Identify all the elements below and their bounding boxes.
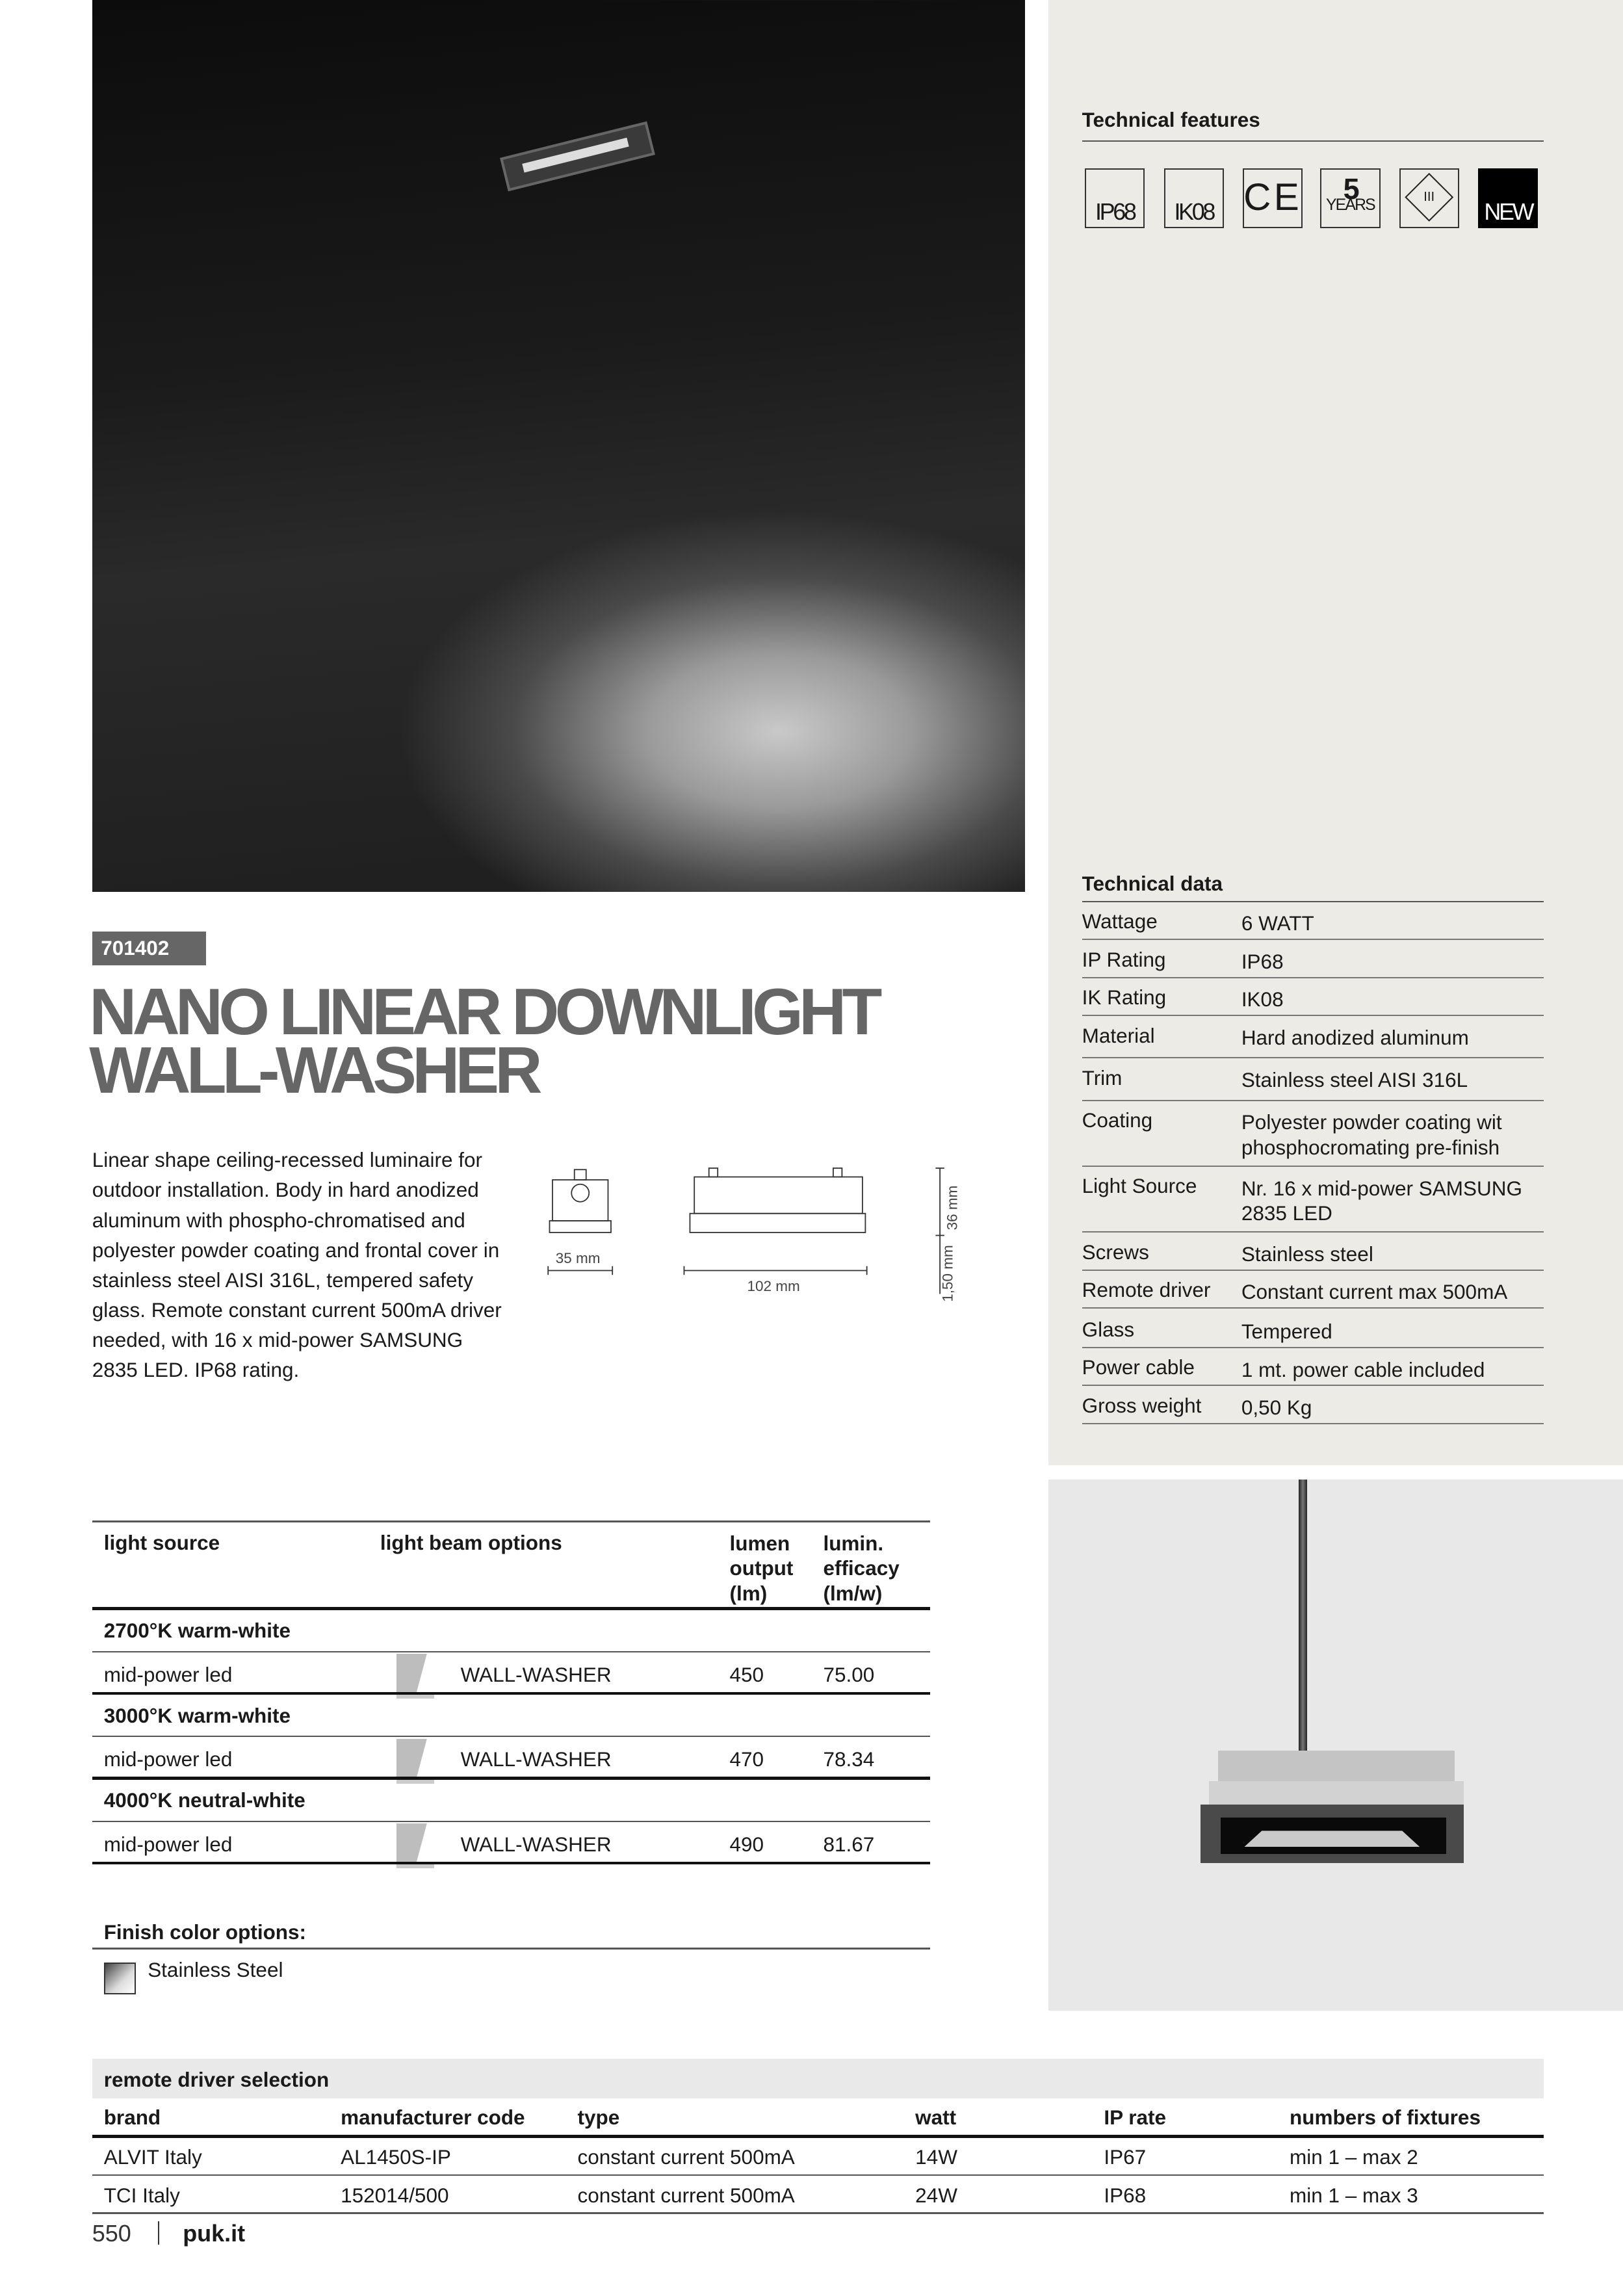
tech-row xyxy=(1082,1066,1544,1101)
ce-mark-icon: CE xyxy=(1243,168,1303,228)
warranty-5-years-icon: 5 YEARS xyxy=(1320,168,1380,228)
col-light-source: light source xyxy=(103,1531,220,1555)
ik08-icon: IK08 xyxy=(1164,168,1224,228)
features-title: Technical features xyxy=(1082,108,1260,132)
tech-value: Hard anodized aluminum xyxy=(1241,1025,1469,1049)
tech-row xyxy=(1082,1240,1544,1271)
driver-cell: AL1450S-IP xyxy=(341,2145,451,2169)
driver-cell: 152014/500 xyxy=(341,2183,449,2207)
product-code: 701402 xyxy=(92,932,206,965)
col-beam: light beam options xyxy=(380,1531,562,1555)
efficacy-cell: 75.00 xyxy=(823,1662,875,1686)
light-source-cell: mid-power led xyxy=(103,1662,233,1686)
tech-value: 1 mt. power cable included xyxy=(1241,1357,1485,1381)
driver-col-header: watt xyxy=(915,2106,957,2130)
dim-width: 35 mm xyxy=(555,1250,601,1267)
tech-label: IK Rating xyxy=(1082,985,1167,1010)
col-efficacy: lumin. efficacy (lm/w) xyxy=(823,1532,900,1605)
driver-cell: TCI Italy xyxy=(103,2183,180,2207)
beam-cell: WALL-WASHER xyxy=(460,1832,612,1856)
tech-label: Glass xyxy=(1082,1317,1135,1341)
light-source-cell: mid-power led xyxy=(103,1832,233,1856)
new-badge-icon: NEW xyxy=(1478,168,1538,228)
ip68-icon: IP68 xyxy=(1085,168,1145,228)
driver-cell: IP67 xyxy=(1104,2145,1147,2169)
tech-row xyxy=(1082,1108,1544,1167)
class-iii-icon: III xyxy=(1399,168,1459,228)
tech-label: Material xyxy=(1082,1023,1155,1047)
tech-value: Tempered xyxy=(1241,1320,1332,1344)
lumen-cell: 450 xyxy=(729,1662,764,1686)
tech-row xyxy=(1082,1174,1544,1233)
driver-cell: min 1 – max 2 xyxy=(1290,2145,1418,2169)
tech-value: 6 WATT xyxy=(1241,911,1314,935)
col-lumen: lumen output (lm) xyxy=(729,1532,794,1605)
driver-cell: ALVIT Italy xyxy=(103,2145,202,2169)
driver-col-header: numbers of fixtures xyxy=(1290,2106,1481,2130)
beam-cell: WALL-WASHER xyxy=(460,1747,612,1771)
driver-title: remote driver selection xyxy=(103,2067,330,2091)
tech-value: Stainless steel xyxy=(1241,1242,1373,1266)
lumen-cell: 490 xyxy=(729,1832,764,1856)
efficacy-cell: 78.34 xyxy=(823,1747,875,1771)
tech-label: Light Source xyxy=(1082,1174,1197,1198)
driver-col-header: brand xyxy=(103,2106,161,2130)
tech-label: IP Rating xyxy=(1082,947,1166,971)
tech-row xyxy=(1082,1355,1544,1386)
tech-row xyxy=(1082,1394,1544,1424)
tech-row xyxy=(1082,948,1544,978)
tech-row xyxy=(1082,985,1544,1016)
tech-value: Constant current max 500mA xyxy=(1241,1280,1508,1304)
tech-value: Polyester powder coating wit phosphocromating pre-finish xyxy=(1241,1110,1502,1159)
tech-value: IK08 xyxy=(1241,987,1284,1011)
site-link[interactable]: puk.it xyxy=(183,2219,246,2247)
tech-data-title: Technical data xyxy=(1082,871,1223,895)
driver-cell: constant current 500mA xyxy=(577,2183,795,2207)
product-image xyxy=(1048,1480,1623,2011)
driver-col-header: IP rate xyxy=(1104,2106,1167,2130)
driver-cell: constant current 500mA xyxy=(577,2145,795,2169)
product-title: NANO LINEAR DOWNLIGHT WALL-WASHER xyxy=(89,974,878,1107)
page-number: 550 xyxy=(92,2219,131,2247)
footer-divider xyxy=(158,2221,159,2245)
dim-height: 36 mm xyxy=(944,1185,961,1230)
tech-label: Remote driver xyxy=(1082,1278,1211,1302)
driver-col-header: type xyxy=(577,2106,620,2130)
tech-value: IP68 xyxy=(1241,949,1284,973)
efficacy-cell: 81.67 xyxy=(823,1832,875,1856)
tech-label: Gross weight xyxy=(1082,1393,1202,1417)
dim-length: 102 mm xyxy=(747,1278,800,1295)
light-source-cell: mid-power led xyxy=(103,1747,233,1771)
group-title: 3000°K warm-white xyxy=(103,1703,291,1727)
tech-row xyxy=(1082,909,1544,940)
driver-cell: 24W xyxy=(915,2183,957,2207)
stainless-steel-swatch[interactable] xyxy=(104,1963,136,1994)
tech-row xyxy=(1082,1278,1544,1309)
recessed-fixture-image xyxy=(500,121,655,191)
driver-col-header: manufacturer code xyxy=(341,2106,525,2130)
driver-cell: 14W xyxy=(915,2145,957,2169)
group-title: 2700°K warm-white xyxy=(103,1619,291,1643)
tech-label: Coating xyxy=(1082,1108,1153,1132)
tech-value: Stainless steel AISI 316L xyxy=(1241,1068,1468,1092)
ambient-photo xyxy=(92,0,1025,892)
driver-cell: IP68 xyxy=(1104,2183,1147,2207)
tech-row xyxy=(1082,1318,1544,1348)
tech-label: Wattage xyxy=(1082,909,1158,933)
dim-trim: 1,50 mm xyxy=(939,1245,956,1302)
tech-label: Power cable xyxy=(1082,1355,1195,1379)
tech-row xyxy=(1082,1024,1544,1059)
tech-value: 0,50 Kg xyxy=(1241,1396,1312,1419)
group-title: 4000°K neutral-white xyxy=(103,1788,305,1812)
beam-cell: WALL-WASHER xyxy=(460,1662,612,1686)
tech-label: Trim xyxy=(1082,1065,1123,1089)
lumen-cell: 470 xyxy=(729,1747,764,1771)
tech-value: Nr. 16 x mid-power SAMSUNG 2835 LED xyxy=(1241,1176,1522,1225)
finish-title: Finish color options: xyxy=(103,1920,307,1944)
product-description: Linear shape ceiling-recessed luminaire for outdoor installation. Body in hard anodized aluminum with phospho-chromatised and polyester powder coating and frontal cover in stainless steel AISI 316L, tempered safety glass. Remote constant current 500mA driver needed, with 16 x mid-power SAMSUNG 2835 LED. IP68 rating. xyxy=(92,1148,502,1382)
driver-cell: min 1 – max 3 xyxy=(1290,2183,1418,2207)
tech-label: Screws xyxy=(1082,1240,1149,1264)
finish-option: Stainless Steel xyxy=(148,1958,283,1982)
